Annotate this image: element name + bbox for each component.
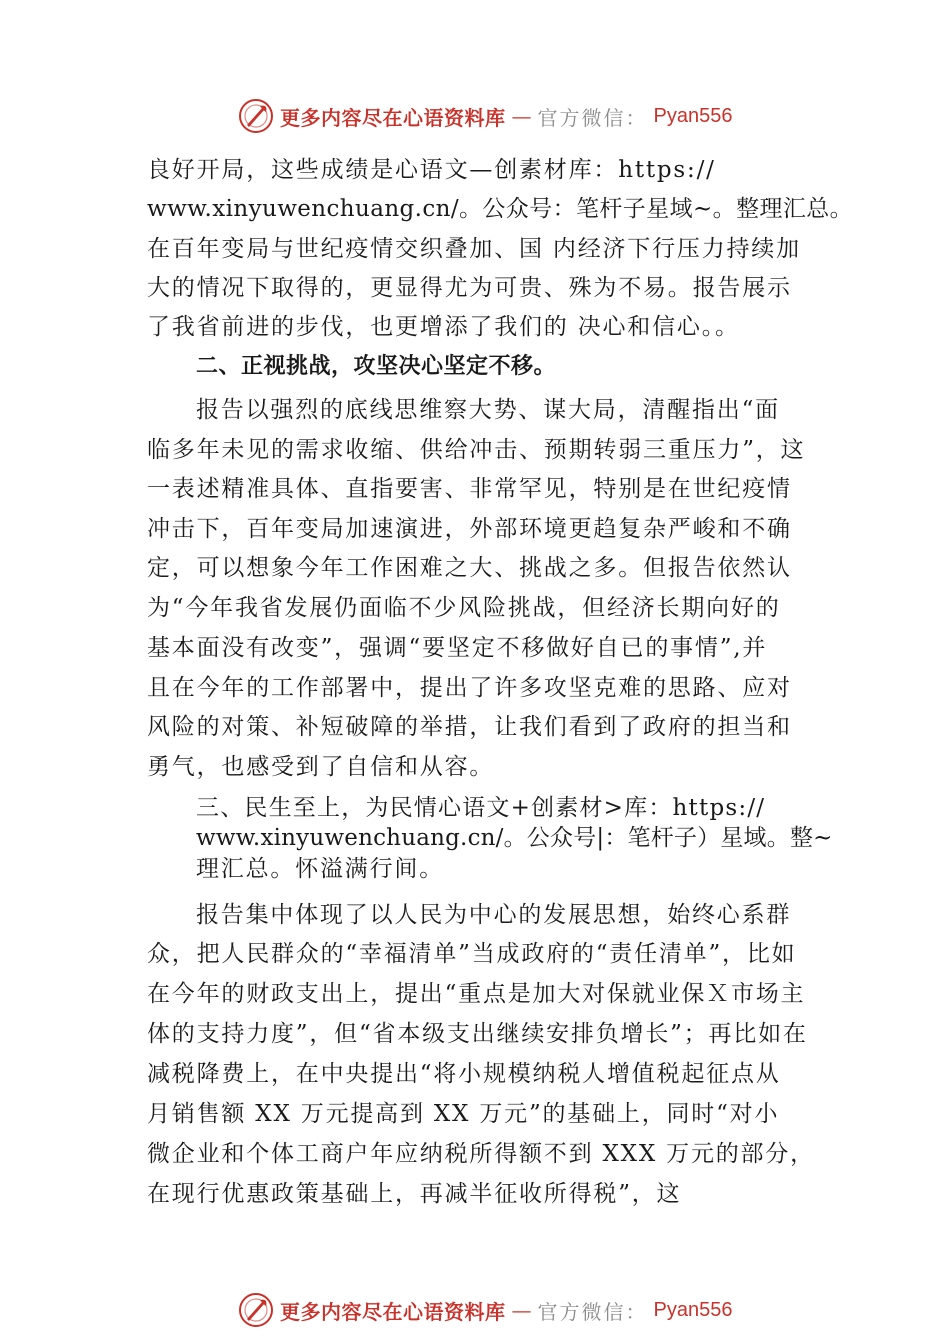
text-line: 在现行优惠政策基础上，再减半征收所得税”，这 xyxy=(147,1181,682,1207)
text-line: 基本面没有改变”，强调“要坚定不移做好自已的事情”,并 xyxy=(147,635,768,661)
text-line: 了我省前进的步伐，也更增添了我们的 决心和信心。。 xyxy=(147,314,740,340)
text-line: 月销售额 XX 万元提高到 XX 万元”的基础上，同时“对小 xyxy=(147,1101,780,1127)
banner-dash: — xyxy=(511,104,532,128)
quill-logo-icon xyxy=(238,1292,274,1328)
banner-highlight: 更多内容尽在心语资料库 xyxy=(280,1299,506,1324)
text-line: 在百年变局与世纪疫情交织叠加、国 内经济下行压力持续加 xyxy=(147,236,801,262)
text-line: 体的支持力度”，但“省本级支出继续安排负增长”；再比如在 xyxy=(147,1021,808,1047)
text-line: 大的情况下取得的，更显得尤为可贵、殊为不易。报告展示 xyxy=(147,275,792,301)
banner-dash: — xyxy=(511,1298,532,1322)
text-line: 风险的对策、补短破障的举措，让我们看到了政府的担当和 xyxy=(147,714,792,740)
banner-highlight: 更多内容尽在心语资料库 xyxy=(280,105,506,130)
footer-banner xyxy=(238,1290,732,1330)
text-line: 报告以强烈的底线思维察大势、谋大局，清醒指出“面 xyxy=(196,397,780,423)
text-line: 在今年的财政支出上，提出“重点是加大对保就业保Ｘ市场主 xyxy=(147,981,806,1007)
text-line: 为“今年我省发展仍面临不少风险挑战，但经济长期向好的 xyxy=(147,595,781,621)
text-line: 且在今年的工作部署中，提出了许多攻坚克难的思路、应对 xyxy=(147,675,792,701)
banner-label: 官方微信： xyxy=(537,1299,648,1324)
section-heading: 二、正视挑战，攻坚决心坚定不移。 xyxy=(196,354,557,379)
text-line: 良好开局，这些成绩是心语文—创素材库：https:// xyxy=(147,157,716,183)
text-line: www.xinyuwenchuang.cn/。公众号|：笔杆子）星域。整~ xyxy=(196,825,833,851)
banner-wechat-id: Pyan556 xyxy=(653,104,733,127)
text-line: www.xinyuwenchuang.cn/。公众号：笔杆子星域~。整理汇总。 xyxy=(147,196,854,222)
banner-label: 官方微信： xyxy=(537,105,648,130)
text-line: 报告集中体现了以人民为中心的发展思想，始终心系群 xyxy=(196,902,792,928)
text-line: 减税降费上，在中央提出“将小规模纳税人增值税起征点从 xyxy=(147,1061,781,1087)
text-line: 微企业和个体工商户年应纳税所得额不到 XXX 万元的部分， xyxy=(147,1141,815,1167)
text-line: 定，可以想象今年工作困难之大、挑战之多。但报告依然认 xyxy=(147,555,792,581)
text-line: 勇气，也感受到了自信和从容。 xyxy=(147,754,495,780)
text-line: 一表述精准具体、直指要害、非常罕见，特别是在世纪疫情 xyxy=(147,476,792,502)
text-line: 冲击下，百年变局加速演进，外部环境更趋复杂严峻和不确 xyxy=(147,516,792,542)
header-banner xyxy=(238,96,732,136)
text-line: 临多年未见的需求收缩、供给冲击、预期转弱三重压力”，这 xyxy=(147,437,806,463)
text-line: 理汇总。怀溢满行间。 xyxy=(196,856,444,882)
section-heading: 三、民生至上，为民情心语文+创素材>库：https:// xyxy=(196,795,766,821)
text-line: 众，把人民群众的“幸福清单”当成政府的“责任清单”，比如 xyxy=(147,941,797,967)
banner-wechat-id: Pyan556 xyxy=(653,1298,733,1321)
quill-logo-icon xyxy=(238,98,274,134)
